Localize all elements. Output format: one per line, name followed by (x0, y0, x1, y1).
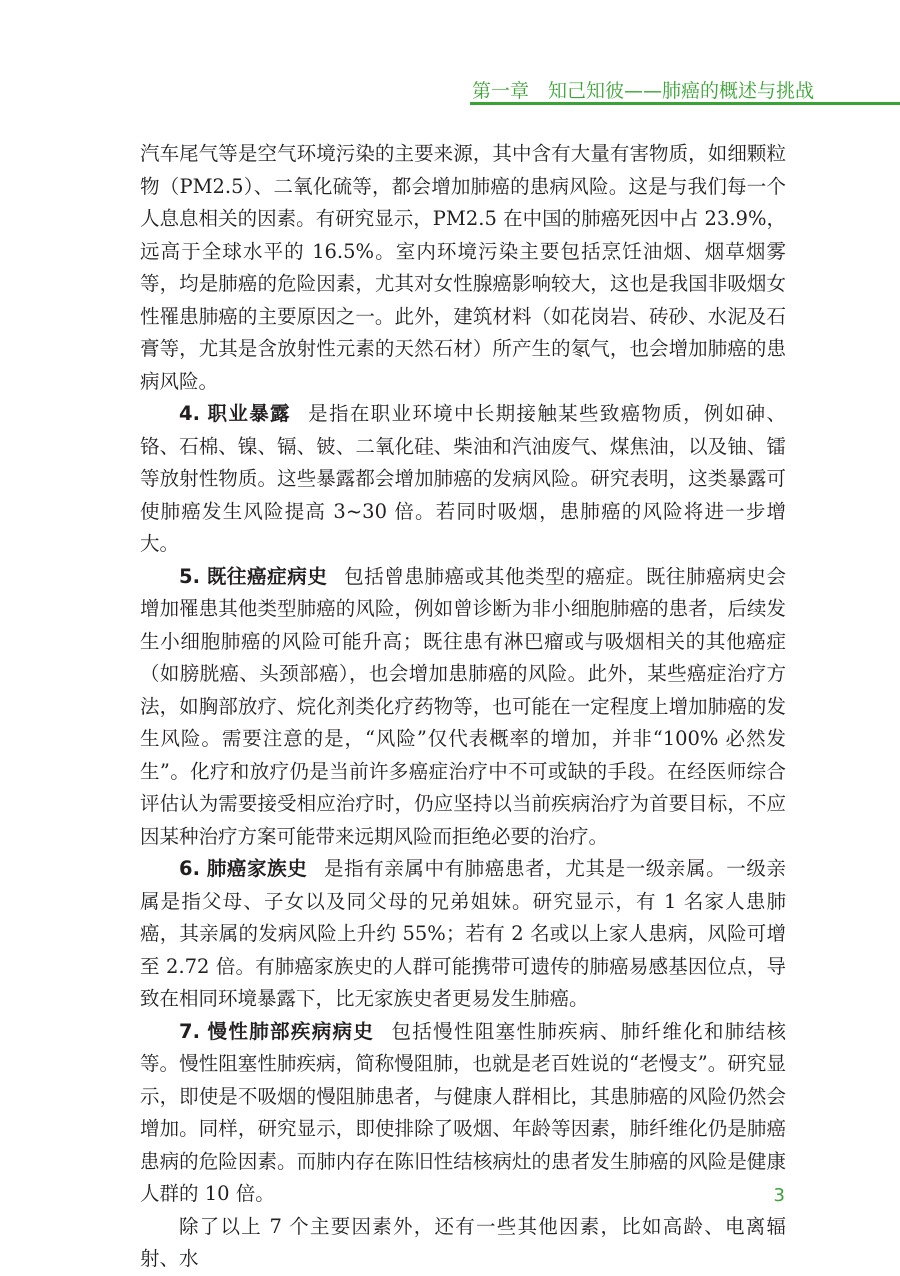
paragraph-text: 除了以上 7 个主要因素外，还有一些其他因素，比如高龄、电离辐射、水 (140, 1214, 786, 1270)
item-number: 5. (179, 564, 200, 588)
running-header (0, 62, 900, 108)
item-heading: 既往癌症病史 (206, 564, 328, 588)
header-rule (470, 102, 900, 105)
paragraph-cancer-history (140, 561, 786, 854)
page-number: 3 (773, 1185, 785, 1206)
body-text (140, 138, 786, 1276)
item-number: 7. (179, 1019, 200, 1043)
paragraph-family-history (140, 853, 786, 1016)
paragraph-text: 包括慢性阻塞性肺疾病、肺纤维化和肺结核等。慢性阻塞性肺疾病，简称慢阻肺，也就是老百姓说的“老慢支”。研究显示，即使是不吸烟的慢阻肺患者，与健康人群相比，其患肺癌的风险仍然会增加。同样，研究显示，即使排除了吸烟、年龄等因素，肺纤维化仍是肺癌患病的危险因素。而肺内存在陈旧性结核病灶的患者发生肺癌的风险是健康人群的 10 倍。 (140, 1019, 786, 1205)
paragraph-text: 是指有亲属中有肺癌患者，尤其是一级亲属。一级亲属是指父母、子女以及同父母的兄弟姐妹。研究显示，有 1 名家人患肺癌，其亲属的发病风险上升约 55%；若有 2 名或以上家人患病，风险可增至 2.72 倍。有肺癌家族史的人群可能携带可遗传的肺癌易感基因位点，导致在相同环境暴露下，比无家族史者更易发生肺癌。 (140, 857, 786, 1010)
paragraph-chronic-lung-disease (140, 1016, 786, 1211)
paragraph-other-factors (140, 1211, 786, 1276)
item-number: 4. (179, 402, 200, 425)
item-heading: 职业暴露 (207, 402, 291, 425)
item-number: 6. (179, 857, 200, 880)
paragraph-continuation (140, 138, 786, 398)
paragraph-text: 汽车尾气等是空气环境污染的主要来源，其中含有大量有害物质，如细颗粒物（PM2.5）、二氧化硫等，都会增加肺癌的患病风险。这是与我们每一个人息息相关的因素。有研究显示，PM2.5 在中国的肺癌死因中占 23.9%，远高于全球水平的 16.5%。室内环境污染主要包括烹饪油烟、烟草烟雾等，均是肺癌的危险因素，尤其对女性腺癌影响较大，这也是我国非吸烟女性罹患肺癌的主要原因之一。此外，建筑材料（如花岗岩、砖砂、水泥及石膏等，尤其是含放射性元素的天然石材）所产生的氡气，也会增加肺癌的患病风险。 (140, 142, 786, 393)
chapter-title: 第一章 知己知彼——肺癌的概述与挑战 (471, 80, 814, 102)
paragraph-occupational-exposure (140, 398, 786, 561)
paragraph-text: 包括曾患肺癌或其他类型的癌症。既往肺癌病史会增加罹患其他类型肺癌的风险，例如曾诊断为非小细胞肺癌的患者，后续发生小细胞肺癌的风险可能升高；既往患有淋巴瘤或与吸烟相关的其他癌症（如膀胱癌、头颈部癌），也会增加患肺癌的风险。此外，某些癌症治疗方法，如胸部放疗、烷化剂类化疗药物等，也可能在一定程度上增加肺癌的发生风险。需要注意的是，“风险”仅代表概率的增加，并非“100% 必然发生”。化疗和放疗仍是当前许多癌症治疗中不可或缺的手段。在经医师综合评估认为需要接受相应治疗时，仍应坚持以当前疾病治疗为首要目标，不应因某种治疗方案可能带来远期风险而拒绝必要的治疗。 (140, 564, 787, 848)
paragraph-text: 是指在职业环境中长期接触某些致癌物质，例如砷、铬、石棉、镍、镉、铍、二氧化硅、柴油和汽油废气、煤焦油，以及铀、镭等放射性物质。这些暴露都会增加肺癌的发病风险。研究表明，这类暴露可使肺癌发生风险提高 3~30 倍。若同时吸烟，患肺癌的风险将进一步增大。 (140, 402, 787, 555)
item-heading: 肺癌家族史 (206, 857, 308, 880)
item-heading: 慢性肺部疾病病史 (207, 1019, 375, 1043)
